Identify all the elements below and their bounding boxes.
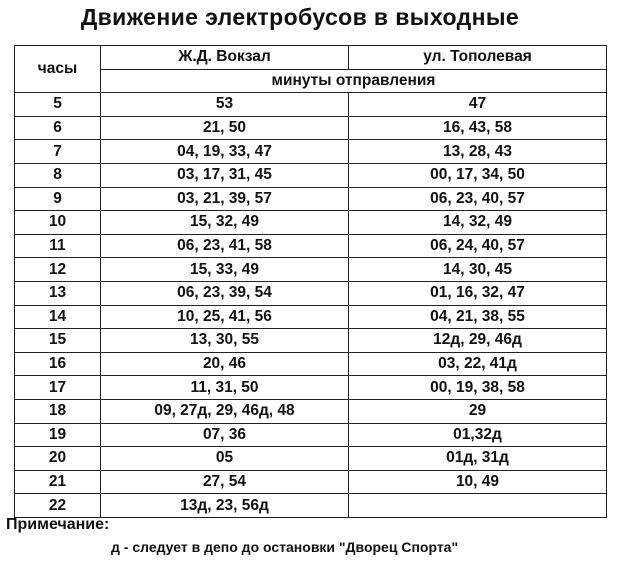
table-row bbox=[15, 93, 607, 117]
hour-cell: 11 bbox=[15, 234, 101, 258]
hour-cell: 10 bbox=[15, 211, 101, 235]
stop-1-minutes-cell: 06, 23, 39, 54 bbox=[101, 281, 349, 305]
stop-1-minutes-cell: 03, 21, 39, 57 bbox=[101, 187, 349, 211]
table-row bbox=[15, 470, 607, 494]
hour-cell: 9 bbox=[15, 187, 101, 211]
table-row bbox=[15, 258, 607, 282]
hour-cell: 5 bbox=[15, 93, 101, 117]
schedule-table bbox=[14, 45, 607, 518]
stop-2-minutes-cell: 06, 23, 40, 57 bbox=[349, 187, 607, 211]
stop-1-minutes-cell: 13д, 23, 56д bbox=[101, 494, 349, 518]
stop-1-minutes-cell: 27, 54 bbox=[101, 470, 349, 494]
table-row bbox=[15, 352, 607, 376]
hour-cell: 13 bbox=[15, 281, 101, 305]
hours-header: часы bbox=[15, 46, 101, 93]
stop-2-minutes-cell: 14, 30, 45 bbox=[349, 258, 607, 282]
hour-cell: 16 bbox=[15, 352, 101, 376]
departure-minutes-subheader: минуты отправления bbox=[101, 69, 607, 93]
table-row bbox=[15, 116, 607, 140]
hour-cell: 7 bbox=[15, 140, 101, 164]
table-row bbox=[15, 305, 607, 329]
stop-1-minutes-cell: 05 bbox=[101, 447, 349, 471]
schedule-body bbox=[15, 93, 607, 518]
table-row bbox=[15, 140, 607, 164]
stop-1-header: Ж.Д. Вокзал bbox=[101, 46, 349, 70]
stop-1-minutes-cell: 15, 32, 49 bbox=[101, 211, 349, 235]
stop-2-minutes-cell: 12д, 29, 46д bbox=[349, 329, 607, 353]
note-label: Примечание: bbox=[6, 516, 110, 533]
stop-2-minutes-cell: 00, 19, 38, 58 bbox=[349, 376, 607, 400]
hour-cell: 12 bbox=[15, 258, 101, 282]
note-text: д - следует в депо до остановки "Дворец Спорта" bbox=[111, 539, 459, 555]
stop-2-header: ул. Тополевая bbox=[349, 46, 607, 70]
stop-1-minutes-cell: 10, 25, 41, 56 bbox=[101, 305, 349, 329]
table-row bbox=[15, 376, 607, 400]
stop-2-minutes-cell: 10, 49 bbox=[349, 470, 607, 494]
hour-cell: 14 bbox=[15, 305, 101, 329]
stop-2-minutes-cell: 03, 22, 41д bbox=[349, 352, 607, 376]
stop-2-minutes-cell: 01д, 31д bbox=[349, 447, 607, 471]
table-row bbox=[15, 494, 607, 518]
stop-2-minutes-cell: 00, 17, 34, 50 bbox=[349, 163, 607, 187]
hour-cell: 6 bbox=[15, 116, 101, 140]
hour-cell: 20 bbox=[15, 447, 101, 471]
hour-cell: 19 bbox=[15, 423, 101, 447]
stop-2-minutes-cell: 29 bbox=[349, 399, 607, 423]
hour-cell: 22 bbox=[15, 494, 101, 518]
table-row bbox=[15, 447, 607, 471]
table-row bbox=[15, 163, 607, 187]
table-row bbox=[15, 329, 607, 353]
stop-2-minutes-cell: 04, 21, 38, 55 bbox=[349, 305, 607, 329]
stop-1-minutes-cell: 04, 19, 33, 47 bbox=[101, 140, 349, 164]
hour-cell: 17 bbox=[15, 376, 101, 400]
stop-1-minutes-cell: 53 bbox=[101, 93, 349, 117]
schedule-title: Движение электробусов в выходные bbox=[80, 4, 520, 30]
stop-2-minutes-cell bbox=[349, 494, 607, 518]
stop-2-minutes-cell: 06, 24, 40, 57 bbox=[349, 234, 607, 258]
table-row bbox=[15, 234, 607, 258]
table-row bbox=[15, 281, 607, 305]
stop-2-minutes-cell: 13, 28, 43 bbox=[349, 140, 607, 164]
stop-1-minutes-cell: 07, 36 bbox=[101, 423, 349, 447]
stop-1-minutes-cell: 06, 23, 41, 58 bbox=[101, 234, 349, 258]
stop-1-minutes-cell: 13, 30, 55 bbox=[101, 329, 349, 353]
table-row bbox=[15, 399, 607, 423]
stop-2-minutes-cell: 01,32д bbox=[349, 423, 607, 447]
stop-1-minutes-cell: 20, 46 bbox=[101, 352, 349, 376]
stop-1-minutes-cell: 11, 31, 50 bbox=[101, 376, 349, 400]
table-row bbox=[15, 187, 607, 211]
hour-cell: 15 bbox=[15, 329, 101, 353]
stop-1-minutes-cell: 15, 33, 49 bbox=[101, 258, 349, 282]
stop-2-minutes-cell: 16, 43, 58 bbox=[349, 116, 607, 140]
stop-1-minutes-cell: 09, 27д, 29, 46д, 48 bbox=[101, 399, 349, 423]
stop-1-minutes-cell: 03, 17, 31, 45 bbox=[101, 163, 349, 187]
stop-1-minutes-cell: 21, 50 bbox=[101, 116, 349, 140]
hour-cell: 21 bbox=[15, 470, 101, 494]
stop-2-minutes-cell: 47 bbox=[349, 93, 607, 117]
stop-2-minutes-cell: 14, 32, 49 bbox=[349, 211, 607, 235]
hour-cell: 8 bbox=[15, 163, 101, 187]
hour-cell: 18 bbox=[15, 399, 101, 423]
stop-2-minutes-cell: 01, 16, 32, 47 bbox=[349, 281, 607, 305]
table-row bbox=[15, 211, 607, 235]
table-row bbox=[15, 423, 607, 447]
